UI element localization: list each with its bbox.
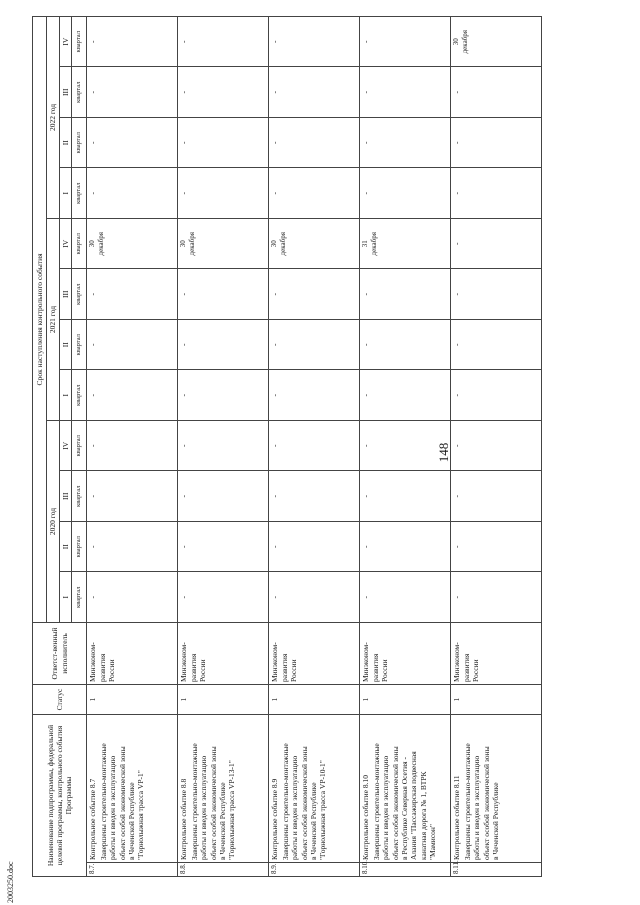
responsible-line: России	[471, 659, 481, 682]
header-quarter-numeral: III	[60, 67, 72, 118]
responsible-line: России	[289, 659, 299, 682]
row-number: 8.10.	[360, 863, 451, 877]
quarter-cell: -	[360, 572, 451, 623]
event-description-line: Завершены строительно-монтажные	[98, 743, 108, 860]
table-row	[269, 16, 360, 876]
deadline-date: 30	[270, 240, 279, 248]
event-description-line: "Мамисон"	[428, 824, 437, 860]
deadline-date: 30	[88, 240, 97, 248]
header-quarter-numeral: IV	[60, 421, 72, 472]
quarter-cell: -	[178, 168, 269, 219]
quarter-cell	[178, 219, 269, 270]
quarter-cell: -	[451, 471, 542, 522]
event-cell	[87, 715, 178, 863]
responsible-line: Минэконом-	[452, 642, 462, 682]
event-description-line: объект особой экономической зоны	[117, 746, 127, 860]
quarter-cell: -	[269, 522, 360, 573]
header-quarter-numeral: III	[60, 269, 72, 320]
row-number: 8.9.	[269, 863, 360, 877]
status-cell: 1	[360, 685, 451, 715]
event-description-line: в Чеченской Республике	[217, 782, 227, 860]
header-quarter-numeral: I	[60, 168, 72, 219]
event-title: Контрольное событие 8.8	[179, 778, 189, 860]
responsible-cell	[360, 623, 451, 685]
quarter-cell	[360, 219, 451, 270]
header-quarter-word: квартал	[72, 269, 87, 320]
quarter-cell: -	[451, 269, 542, 320]
header-quarter-word: квартал	[72, 572, 87, 623]
responsible-cell	[178, 623, 269, 685]
header-quarter-word: квартал	[72, 320, 87, 371]
status-cell: 1	[87, 685, 178, 715]
quarter-cell: -	[178, 67, 269, 118]
quarter-cell: -	[269, 269, 360, 320]
footer-filename: 2003250.doc	[6, 861, 15, 903]
event-description-line: объект особой экономической зоны	[299, 746, 309, 860]
deadline-date: 31	[361, 240, 370, 248]
row-number: 8.11.	[451, 863, 542, 877]
quarter-cell: -	[178, 269, 269, 320]
status-cell: 1	[269, 685, 360, 715]
event-description-line: работы и введен в эксплуатацию	[108, 755, 118, 860]
event-description-line: Завершены строительно-монтажные	[189, 743, 199, 860]
event-cell	[178, 715, 269, 863]
quarter-cell: -	[451, 67, 542, 118]
quarter-cell: -	[451, 118, 542, 169]
quarter-cell: -	[87, 370, 178, 421]
quarter-cell: -	[87, 16, 178, 67]
header-quarter-numeral: I	[60, 370, 72, 421]
event-description-line: работы и введен в эксплуатацию	[290, 755, 300, 860]
responsible-line: Минэконом-	[361, 642, 371, 682]
deadline-date: декабря	[461, 30, 470, 54]
header-quarter-word: квартал	[72, 67, 87, 118]
responsible-cell	[269, 623, 360, 685]
quarter-cell: -	[269, 16, 360, 67]
event-cell	[451, 715, 542, 863]
header-name: Наименование подпрограммы, федеральной целевой программы, контрольного события Программы	[33, 715, 87, 877]
header-timing: Срок наступления контрольного события	[33, 16, 47, 622]
quarter-cell: -	[269, 471, 360, 522]
quarter-cell: -	[360, 118, 451, 169]
quarter-cell: -	[360, 421, 451, 472]
quarter-cell: -	[451, 421, 542, 472]
responsible-line: России	[380, 659, 390, 682]
row-number: 8.8.	[178, 863, 269, 877]
quarter-cell: -	[87, 269, 178, 320]
quarter-cell	[87, 219, 178, 270]
deadline-date: декабря	[97, 232, 106, 256]
header-quarter-numeral: I	[60, 572, 72, 623]
quarter-cell: -	[87, 572, 178, 623]
quarter-cell: -	[87, 118, 178, 169]
header-quarter-word: квартал	[72, 16, 87, 67]
quarter-cell: -	[269, 118, 360, 169]
event-description-line: Завершены строительно-монтажные	[462, 743, 472, 860]
quarter-cell: -	[269, 67, 360, 118]
responsible-line: России	[107, 659, 117, 682]
header-quarter-word: квартал	[72, 168, 87, 219]
event-description-line: в Чеченской Республике	[490, 782, 500, 860]
event-title: Контрольное событие 8.10	[361, 775, 371, 860]
deadline-date: декабря	[279, 232, 288, 256]
responsible-cell	[87, 623, 178, 685]
event-description-line: "Горнолыжная трасса VP-1"	[136, 770, 146, 860]
quarter-cell: -	[360, 320, 451, 371]
event-description-line: объект особой экономической зоны	[481, 746, 491, 860]
quarter-cell: -	[451, 168, 542, 219]
header-quarter-numeral: II	[60, 320, 72, 371]
responsible-line: развития	[279, 653, 289, 682]
quarter-cell: -	[360, 67, 451, 118]
responsible-line: развития	[461, 653, 471, 682]
quarter-cell: -	[178, 370, 269, 421]
header-quarter-numeral: III	[60, 471, 72, 522]
row-number: 8.7.	[87, 863, 178, 877]
quarter-cell: -	[360, 370, 451, 421]
quarter-cell: -	[451, 572, 542, 623]
event-description-line: в Республике Северная Осетия -	[399, 757, 409, 860]
quarter-cell: -	[360, 168, 451, 219]
deadline-date: декабря	[370, 232, 379, 256]
event-description-line: "Горнолыжная трасса VP-13-1"	[227, 760, 237, 860]
header-quarter-numeral: IV	[60, 16, 72, 67]
deadline-date: 30	[179, 240, 188, 248]
responsible-line: Минэконом-	[270, 642, 280, 682]
event-title: Контрольное событие 8.7	[88, 778, 98, 860]
quarter-cell: -	[451, 522, 542, 573]
event-cell	[269, 715, 360, 863]
event-description-line: объект особой экономической зоны	[208, 746, 218, 860]
table-row	[360, 16, 451, 876]
quarter-cell: -	[178, 471, 269, 522]
quarter-cell	[451, 16, 542, 67]
quarter-cell: -	[451, 370, 542, 421]
quarter-cell: -	[87, 471, 178, 522]
responsible-line: Минэконом-	[179, 642, 189, 682]
quarter-cell: -	[269, 370, 360, 421]
quarter-cell: -	[87, 320, 178, 371]
deadline-date: декабря	[188, 232, 197, 256]
event-description-line: канатная дорога № 1, ВТРК	[418, 771, 428, 860]
quarter-cell: -	[269, 168, 360, 219]
header-quarter-numeral: IV	[60, 219, 72, 270]
event-description-line: Завершены строительно-монтажные	[280, 743, 290, 860]
quarter-cell: -	[87, 168, 178, 219]
status-cell: 1	[451, 685, 542, 715]
event-description-line: в Чеченской Республике	[308, 782, 318, 860]
quarter-cell: -	[178, 421, 269, 472]
responsible-cell	[451, 623, 542, 685]
event-description-line: работы и введен в эксплуатацию	[199, 755, 209, 860]
event-description-line: Завершены строительно-монтажные	[371, 743, 381, 860]
event-description-line: "Горнолыжная трасса VP-10-1"	[318, 760, 328, 860]
quarter-cell	[269, 219, 360, 270]
header-quarter-word: квартал	[72, 471, 87, 522]
quarter-cell: -	[360, 471, 451, 522]
responsible-line: развития	[188, 653, 198, 682]
quarter-cell: -	[451, 320, 542, 371]
quarter-cell: -	[269, 320, 360, 371]
header-quarter-numeral: II	[60, 522, 72, 573]
event-description-line: объект особой экономической зоны	[390, 746, 400, 860]
event-description-line: в Чеченской Республике	[126, 782, 136, 860]
event-description-line: Алания "Пассажирская подвесная	[409, 751, 419, 860]
event-description-line: работы и введен в эксплуатацию	[472, 755, 482, 860]
quarter-cell: -	[178, 572, 269, 623]
header-quarter-word: квартал	[72, 522, 87, 573]
quarter-cell: -	[269, 572, 360, 623]
quarter-cell: -	[451, 219, 542, 270]
quarter-cell: -	[87, 421, 178, 472]
responsible-line: развития	[370, 653, 380, 682]
control-events-table	[32, 16, 542, 877]
quarter-cell: -	[269, 421, 360, 472]
header-year-2022: 2022 год	[47, 16, 60, 218]
event-description-line: работы и введен в эксплуатацию	[381, 755, 391, 860]
table-row	[451, 16, 542, 876]
header-responsible: Ответст-венный исполнитель	[33, 623, 87, 685]
header-year-2020: 2020 год	[47, 421, 60, 623]
responsible-line: Минэконом-	[88, 642, 98, 682]
header-quarter-word: квартал	[72, 421, 87, 472]
quarter-cell: -	[178, 522, 269, 573]
quarter-cell: -	[360, 522, 451, 573]
header-status: Статус	[33, 685, 87, 715]
table-row	[87, 16, 178, 876]
responsible-line: развития	[97, 653, 107, 682]
quarter-cell: -	[360, 16, 451, 67]
header-quarter-word: квартал	[72, 118, 87, 169]
quarter-cell: -	[87, 67, 178, 118]
quarter-cell: -	[178, 16, 269, 67]
quarter-cell: -	[178, 118, 269, 169]
header-quarter-numeral: II	[60, 118, 72, 169]
header-year-2021: 2021 год	[47, 219, 60, 421]
quarter-cell: -	[87, 522, 178, 573]
table-row	[178, 16, 269, 876]
event-title: Контрольное событие 8.9	[270, 778, 280, 860]
quarter-cell: -	[360, 269, 451, 320]
quarter-cell: -	[178, 320, 269, 371]
header-quarter-word: квартал	[72, 219, 87, 270]
page-number: 148	[436, 442, 451, 463]
status-cell: 1	[178, 685, 269, 715]
deadline-date: 30	[452, 38, 461, 46]
responsible-line: России	[198, 659, 208, 682]
event-title: Контрольное событие 8.11	[452, 775, 462, 860]
header-quarter-word: квартал	[72, 370, 87, 421]
event-cell	[360, 715, 451, 863]
